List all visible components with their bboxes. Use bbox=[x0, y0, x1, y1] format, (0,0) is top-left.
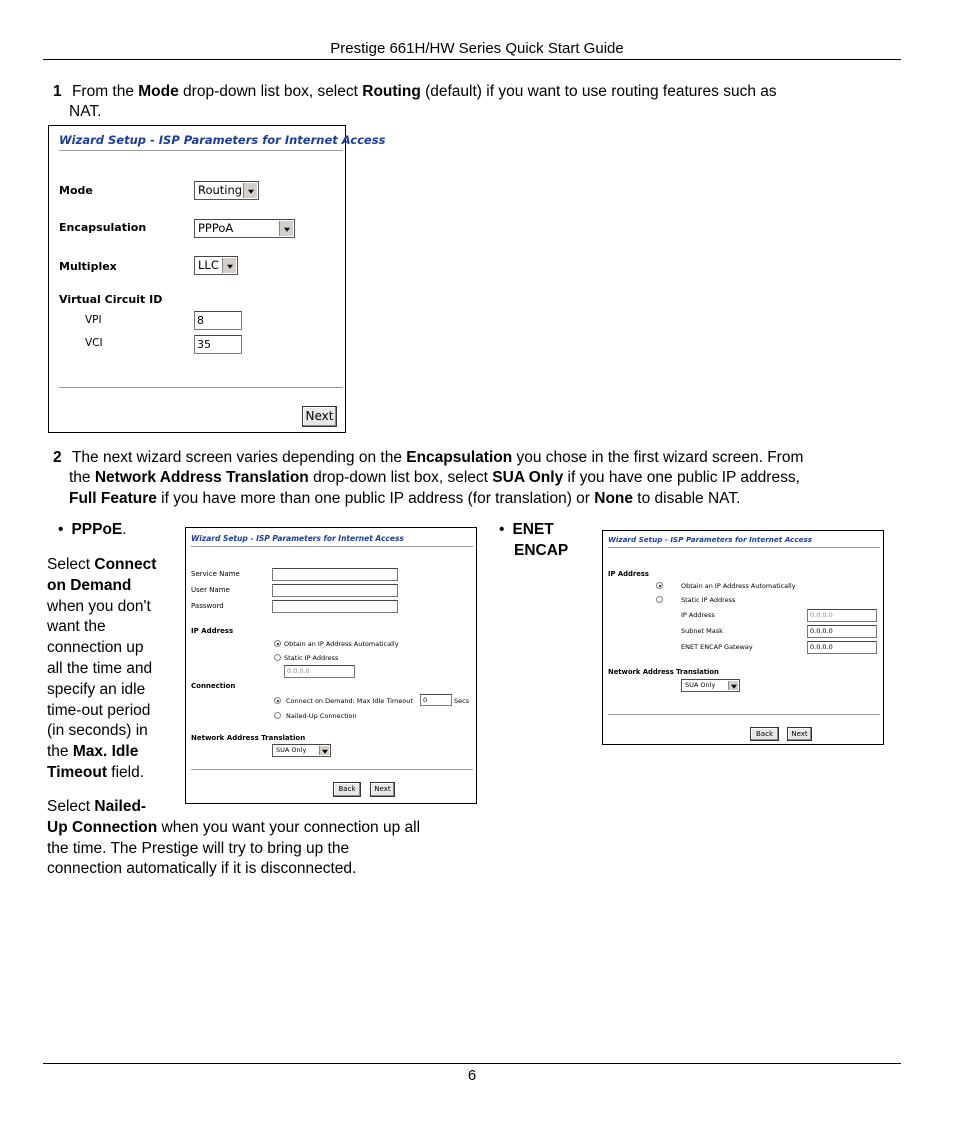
line bbox=[47, 742, 156, 763]
connect-on-demand-radio[interactable] bbox=[274, 697, 281, 704]
bold-text: Nailed- bbox=[94, 798, 147, 815]
chevron-down-icon bbox=[243, 183, 257, 198]
text: . bbox=[122, 521, 127, 538]
step-1-text bbox=[72, 83, 777, 100]
text: the bbox=[69, 469, 95, 486]
text: you chose in the first wizard screen. From bbox=[512, 449, 804, 466]
divider bbox=[59, 387, 343, 388]
ip-auto-radio[interactable] bbox=[274, 640, 281, 647]
line: connection up bbox=[47, 639, 144, 657]
bold-text: Connect bbox=[94, 556, 157, 573]
text: the bbox=[47, 743, 73, 761]
ip-address-heading: IP Address bbox=[608, 570, 649, 578]
encap-title: ENCAP bbox=[514, 541, 569, 559]
back-button[interactable]: Back bbox=[750, 727, 779, 741]
connect-on-demand-label: Connect on Demand: Max Idle Timeout bbox=[286, 697, 413, 705]
panel-title: Wizard Setup - ISP Parameters for Internet Access bbox=[608, 535, 813, 544]
text: drop-down list box, select bbox=[308, 469, 493, 486]
bold-sua-only: SUA Only bbox=[492, 469, 564, 486]
ip-static-label: Static IP Address bbox=[681, 596, 736, 604]
pppoe-heading bbox=[58, 520, 127, 541]
text: From the bbox=[71, 83, 139, 100]
page-number: 6 bbox=[467, 1067, 477, 1084]
ip-address-label: IP Address bbox=[681, 611, 715, 619]
chevron-down-icon bbox=[222, 258, 236, 273]
encapsulation-label: Encapsulation bbox=[59, 221, 147, 234]
ip-static-label: Static IP Address bbox=[284, 654, 339, 662]
service-name-input[interactable] bbox=[272, 568, 398, 581]
ip-address-input[interactable]: 0.0.0.0 bbox=[807, 609, 877, 622]
step-2-line3 bbox=[69, 489, 929, 510]
text: Select bbox=[47, 556, 95, 573]
line bbox=[47, 576, 156, 597]
nat-heading: Network Address Translation bbox=[608, 668, 719, 676]
ip-auto-label: Obtain an IP Address Automatically bbox=[284, 640, 399, 648]
nailed-up-label: Nailed-Up Connection bbox=[286, 712, 357, 720]
encapsulation-select[interactable] bbox=[194, 219, 295, 238]
header-rule bbox=[43, 59, 901, 60]
text: drop-down list box, select bbox=[178, 83, 363, 100]
nat-select-value: SUA Only bbox=[685, 681, 716, 689]
wizard-screenshot-pppoe bbox=[185, 527, 477, 804]
text: when you want your connection up all bbox=[157, 818, 421, 836]
bullet: • bbox=[58, 521, 64, 538]
bold-none: None bbox=[594, 490, 633, 507]
nat-heading: Network Address Translation bbox=[191, 734, 306, 742]
line: all the time and bbox=[47, 659, 153, 677]
bold-text: Max. Idle bbox=[72, 743, 139, 761]
enet-heading bbox=[499, 520, 568, 562]
line bbox=[47, 818, 487, 839]
line bbox=[47, 763, 156, 784]
gateway-input[interactable]: 0.0.0.0 bbox=[807, 641, 877, 654]
user-name-label: User Name bbox=[191, 586, 230, 594]
bold-routing: Routing bbox=[362, 83, 421, 100]
virtual-circuit-label: Virtual Circuit ID bbox=[59, 293, 163, 306]
enet-title: ENET bbox=[512, 521, 554, 538]
wizard-screenshot-1 bbox=[48, 125, 386, 433]
nat-select[interactable] bbox=[272, 744, 331, 757]
pppoe-paragraph-1 bbox=[47, 555, 156, 784]
bold-encapsulation: Encapsulation bbox=[406, 449, 513, 466]
vci-label: VCI bbox=[85, 337, 103, 349]
line bbox=[499, 541, 568, 562]
pppoe-paragraph-2 bbox=[47, 797, 487, 880]
max-idle-timeout-input[interactable]: 0 bbox=[420, 694, 452, 706]
text: (default) if you want to use routing features such as bbox=[420, 83, 777, 100]
bold-full-feature: Full Feature bbox=[69, 490, 157, 507]
divider bbox=[191, 546, 473, 547]
service-name-label: Service Name bbox=[191, 570, 240, 578]
vpi-label: VPI bbox=[85, 314, 102, 326]
pppoe-title: PPPoE bbox=[71, 521, 123, 538]
next-button[interactable]: Next bbox=[302, 406, 337, 427]
text: The next wizard screen varies depending on the bbox=[71, 449, 407, 466]
wizard-screenshot-enet-encap bbox=[602, 530, 884, 745]
mode-label: Mode bbox=[59, 184, 93, 197]
page-header: Prestige 661H/HW Series Quick Start Guide bbox=[330, 40, 624, 57]
line: when you don't bbox=[47, 597, 151, 615]
vci-input[interactable]: 35 bbox=[194, 335, 242, 354]
bold-mode: Mode bbox=[138, 83, 179, 100]
bold-text: Timeout bbox=[47, 763, 107, 781]
nat-select[interactable] bbox=[681, 679, 740, 692]
mode-select[interactable] bbox=[194, 181, 259, 200]
divider bbox=[608, 714, 880, 715]
text: to disable NAT. bbox=[633, 490, 741, 507]
gateway-label: ENET ENCAP Gateway bbox=[681, 643, 753, 651]
bold-text: on Demand bbox=[47, 576, 132, 594]
text: if you have more than one public IP address (for translation) or bbox=[156, 490, 595, 507]
footer-rule bbox=[43, 1063, 901, 1064]
step-2-line2 bbox=[69, 468, 929, 489]
line: the time. The Prestige will try to bring up the bbox=[47, 839, 350, 857]
vpi-input[interactable]: 8 bbox=[194, 311, 242, 330]
step-1 bbox=[53, 82, 913, 103]
divider bbox=[191, 769, 473, 770]
line: (in seconds) in bbox=[47, 722, 148, 740]
subnet-mask-label: Subnet Mask bbox=[681, 627, 723, 635]
line bbox=[47, 555, 156, 576]
multiplex-label: Multiplex bbox=[59, 260, 117, 273]
bold-text: Up Connection bbox=[47, 818, 158, 836]
bold-nat: Network Address Translation bbox=[94, 469, 309, 486]
ip-auto-label: Obtain an IP Address Automatically bbox=[681, 582, 796, 590]
step-1-number: 1 bbox=[53, 83, 62, 100]
subnet-mask-input[interactable]: 0.0.0.0 bbox=[807, 625, 877, 638]
ip-auto-radio[interactable] bbox=[656, 582, 663, 589]
back-button[interactable]: Back bbox=[333, 782, 361, 797]
encapsulation-select-value: PPPoA bbox=[198, 221, 234, 235]
password-input[interactable] bbox=[272, 600, 398, 613]
multiplex-select[interactable] bbox=[194, 256, 238, 275]
bullet: • bbox=[499, 521, 505, 538]
divider bbox=[59, 150, 343, 151]
ip-static-radio[interactable] bbox=[656, 596, 663, 603]
step-2-line1 bbox=[72, 449, 803, 466]
text: Select bbox=[47, 798, 95, 815]
next-button[interactable]: Next bbox=[370, 782, 395, 797]
multiplex-select-value: LLC bbox=[198, 258, 219, 272]
chevron-down-icon bbox=[279, 221, 293, 236]
password-label: Password bbox=[191, 602, 224, 610]
line: specify an idle bbox=[47, 680, 146, 698]
divider bbox=[608, 547, 880, 548]
connection-heading: Connection bbox=[191, 682, 236, 690]
panel-title: Wizard Setup - ISP Parameters for Internet Access bbox=[59, 133, 386, 147]
mode-select-value: Routing bbox=[198, 183, 243, 197]
nat-select-value: SUA Only bbox=[276, 746, 307, 754]
nailed-up-radio[interactable] bbox=[274, 712, 281, 719]
text: field. bbox=[107, 763, 145, 781]
line: want the bbox=[47, 618, 106, 636]
next-button[interactable]: Next bbox=[787, 727, 812, 741]
secs-label: Secs bbox=[454, 697, 470, 705]
chevron-down-icon bbox=[728, 681, 738, 690]
chevron-down-icon bbox=[319, 746, 329, 755]
step-2-number: 2 bbox=[53, 449, 62, 466]
step-1-line2: NAT. bbox=[69, 103, 102, 120]
line: time-out period bbox=[47, 701, 151, 719]
ip-static-radio[interactable] bbox=[274, 654, 281, 661]
step-2 bbox=[53, 448, 913, 469]
panel-title: Wizard Setup - ISP Parameters for Internet Access bbox=[191, 534, 404, 543]
line: connection automatically if it is disconnected. bbox=[47, 860, 357, 878]
text: if you have one public IP address, bbox=[563, 469, 800, 486]
line bbox=[499, 520, 568, 541]
static-ip-input[interactable]: 0.0.0.0 bbox=[284, 665, 355, 678]
user-name-input[interactable] bbox=[272, 584, 398, 597]
ip-address-heading: IP Address bbox=[191, 627, 234, 635]
